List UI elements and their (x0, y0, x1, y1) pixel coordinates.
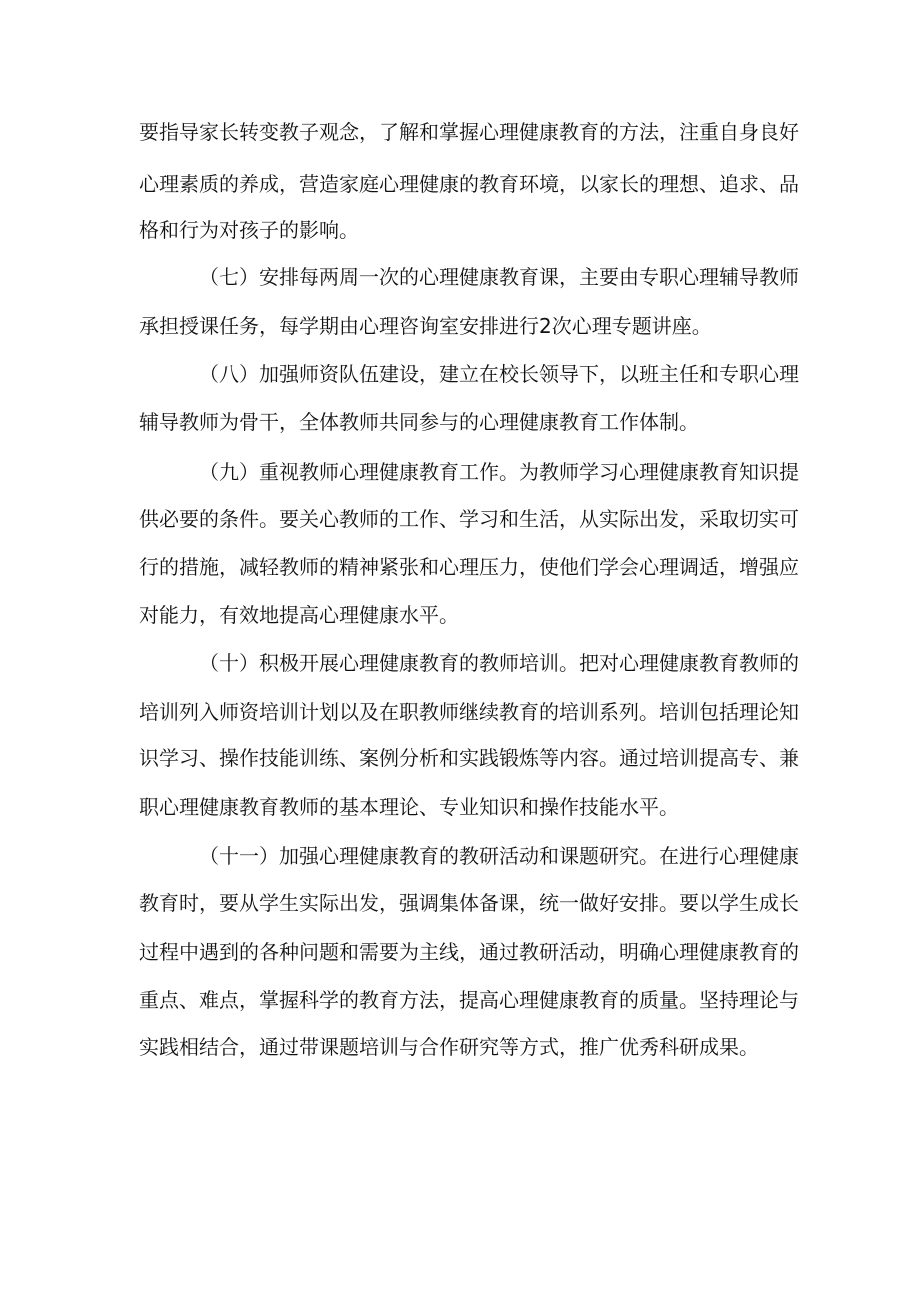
text-line: （八）加强师资队伍建设，建立在校长领导下，以班主任和专职心理 (199, 362, 799, 386)
text-line: （十）积极开展心理健康教育的教师培训。把对心理健康教育教师的 (199, 651, 799, 675)
text-line: 重点、难点，掌握科学的教育方法，提高心理健康教育的质量。坚持理论与 (139, 988, 799, 1012)
text-line: 培训列入师资培训计划以及在职教师继续教育的培训系列。培训包括理论知 (139, 700, 799, 724)
text-line: 要指导家长转变教子观念，了解和掌握心理健康教育的方法，注重自身良好 (139, 120, 799, 144)
text-line: 识学习、操作技能训练、案例分析和实践锻炼等内容。通过培训提高专、兼 (139, 746, 799, 770)
text-line: （九）重视教师心理健康教育工作。为教师学习心理健康教育知识提 (199, 460, 799, 484)
text-line: 行的措施，减轻教师的精神紧张和心理压力，使他们学会心理调适，增强应 (139, 555, 799, 579)
text-line: 职心理健康教育教师的基本理论、专业知识和操作技能水平。 (139, 795, 679, 819)
text-line: 对能力，有效地提高心理健康水平。 (139, 603, 459, 627)
text-line: 承担授课任务，每学期由心理咨询室安排进行2次心理专题讲座。 (139, 314, 712, 338)
text-line: （七）安排每两周一次的心理健康教育课，主要由专职心理辅导教师 (199, 265, 799, 289)
text-line: （十一）加强心理健康教育的教研活动和课题研究。在进行心理健康 (199, 844, 799, 868)
text-line: 教育时，要从学生实际出发，强调集体备课，统一做好安排。要以学生成长 (139, 891, 799, 915)
text-line: 心理素质的养成，营造家庭心理健康的教育环境，以家长的理想、追求、品 (139, 172, 799, 196)
text-line: 供必要的条件。要关心教师的工作、学习和生活，从实际出发，采取切实可 (139, 507, 799, 531)
text-line: 辅导教师为骨干，全体教师共同参与的心理健康教育工作体制。 (139, 410, 699, 434)
text-line: 格和行为对孩子的影响。 (139, 218, 359, 242)
text-line: 实践相结合，通过带课题培训与合作研究等方式，推广优秀科研成果。 (139, 1035, 759, 1059)
text-line: 过程中遇到的各种问题和需要为主线，通过教研活动，明确心理健康教育的 (139, 940, 799, 964)
